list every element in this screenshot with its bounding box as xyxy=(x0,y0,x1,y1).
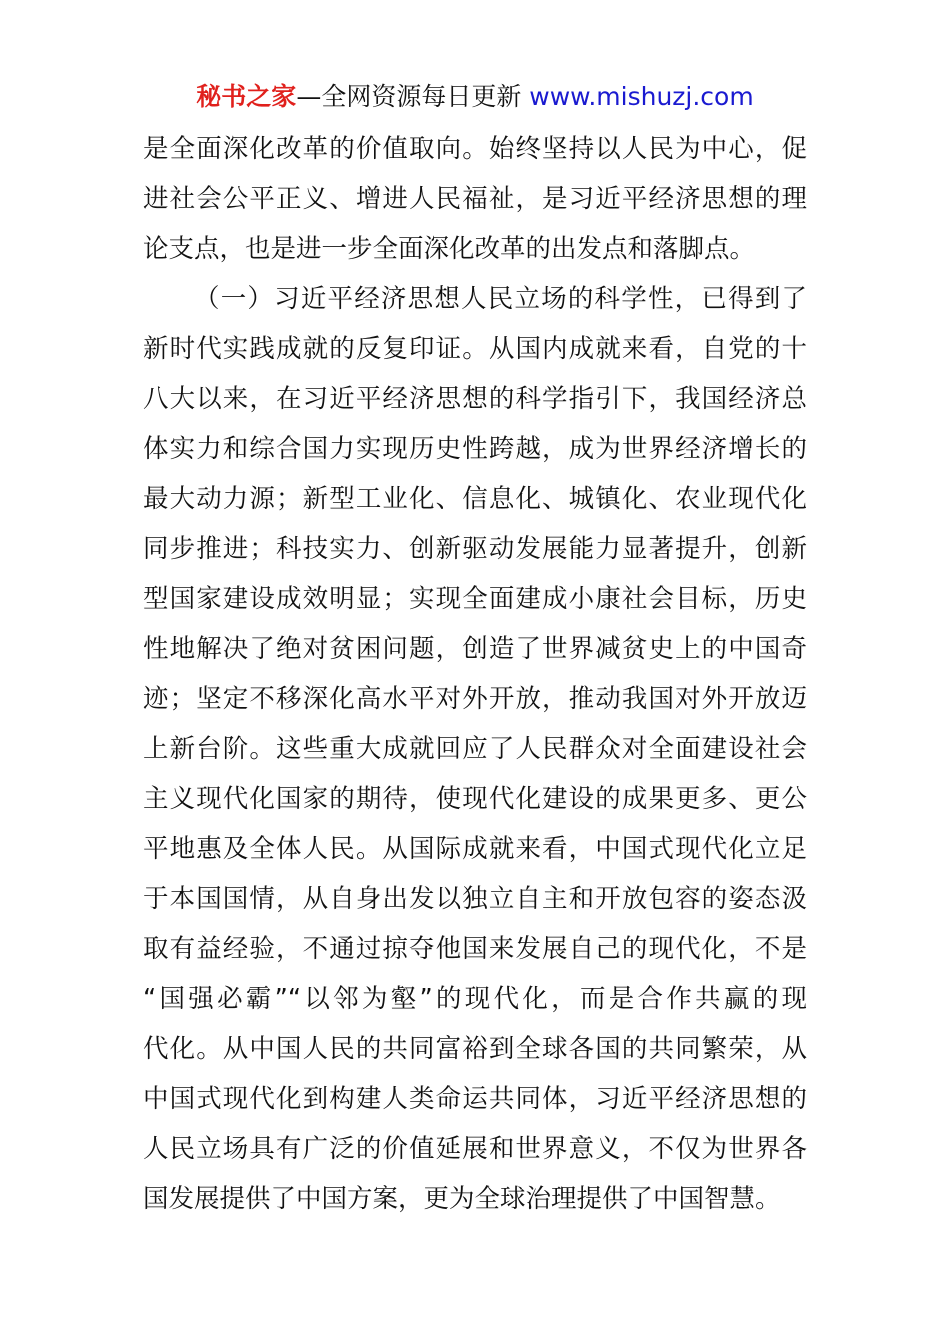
header-tagline: —全网资源每日更新 xyxy=(296,82,522,111)
text-line: 新时代实践成就的反复印证。从国内成就来看，自党的十 xyxy=(143,334,807,364)
text-line: 主义现代化国家的期待，使现代化建设的成果更多、更公 xyxy=(143,784,807,814)
text-line: （一）习近平经济思想人民立场的科学性，已得到了 xyxy=(194,284,807,314)
site-url-link[interactable]: www.mishuzj.com xyxy=(529,82,754,111)
text-line: 同步推进；科技实力、创新驱动发展能力显著提升，创新 xyxy=(143,534,807,564)
text-line: 中国式现代化到构建人类命运共同体，习近平经济思想的 xyxy=(143,1084,807,1114)
text-line: 平地惠及全体人民。从国际成就来看，中国式现代化立足 xyxy=(143,834,807,864)
text-line: 人民立场具有广泛的价值延展和世界意义，不仅为世界各 xyxy=(143,1134,807,1164)
text-line: 是全面深化改革的价值取向。始终坚持以人民为中心，促 xyxy=(143,134,807,164)
brand-name: 秘书之家 xyxy=(196,82,297,111)
text-line: 最大动力源；新型工业化、信息化、城镇化、农业现代化 xyxy=(143,484,807,514)
paragraph xyxy=(143,124,807,274)
text-line: 论支点，也是进一步全面深化改革的出发点和落脚点。 xyxy=(143,234,756,264)
text-line: 上新台阶。这些重大成就回应了人民群众对全面建设社会 xyxy=(143,734,807,764)
text-line: 代化。从中国人民的共同富裕到全球各国的共同繁荣，从 xyxy=(143,1034,807,1064)
text-line: 取有益经验，不通过掠夺他国来发展自己的现代化，不是 xyxy=(143,934,807,964)
text-line: 于本国国情，从自身出发以独立自主和开放包容的姿态汲 xyxy=(143,884,807,914)
text-line: 八大以来，在习近平经济思想的科学指引下，我国经济总 xyxy=(143,384,807,414)
site-header xyxy=(0,80,950,114)
paragraph xyxy=(143,274,807,1224)
text-line: 国发展提供了中国方案，更为全球治理提供了中国智慧。 xyxy=(143,1184,781,1214)
text-line: 迹；坚定不移深化高水平对外开放，推动我国对外开放迈 xyxy=(143,684,807,714)
text-line: 体实力和综合国力实现历史性跨越，成为世界经济增长的 xyxy=(143,434,807,464)
document-body xyxy=(143,124,807,1224)
text-line: “国强必霸”“以邻为壑”的现代化，而是合作共赢的现 xyxy=(143,984,807,1014)
text-line: 进社会公平正义、增进人民福祉，是习近平经济思想的理 xyxy=(143,184,807,214)
text-line: 性地解决了绝对贫困问题，创造了世界减贫史上的中国奇 xyxy=(143,634,807,664)
text-line: 型国家建设成效明显；实现全面建成小康社会目标，历史 xyxy=(143,584,807,614)
